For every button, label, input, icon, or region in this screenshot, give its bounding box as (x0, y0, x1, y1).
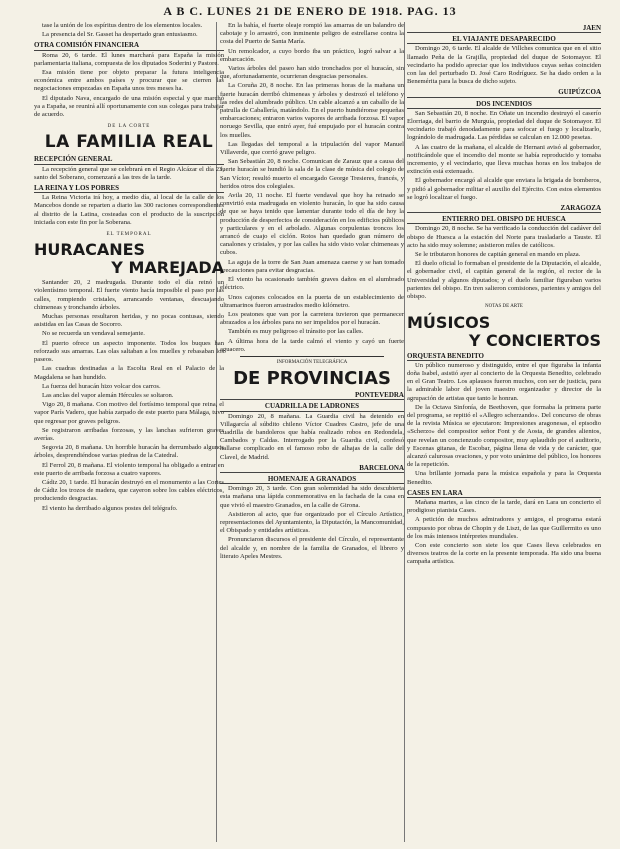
paragraph: La Coruña 20, 8 noche. En las primeras horas de la mañana un fuerte huracán derribó chimeneas y árboles y destrozó el teléfono y las redes del alumbrado público. Un cable alcanzó a un caballo de la patrulla de Caballería, matándolo. En el puerto hundiéronse pequeñas embarcaciones; entraron varios vapores de arribada forzosa. El vapor noruego Sevilla, que entró ayer, fué empujado por el huracán contra los muelles. (220, 82, 404, 139)
article-title (407, 314, 601, 350)
section-heading: DOS INCENDIOS (407, 100, 601, 109)
section-heading: CASES EN LARA (407, 489, 601, 498)
paragraph: tase la unión de los espíritus dentro de los elementos locales. (42, 22, 203, 29)
paragraph: El puerto ofrece un aspecto imponente. Todos los buques han reforzado sus amarras. Las olas saltaban a los muelles y rebasaban los paseos. (34, 339, 224, 364)
paragraph: Domingo 20, 3 tarde. Con gran solemnidad ha sido descubierta esta mañana una lápida conmemorativa en la fachada de la casa en que vivió el maestro Granados, en la calle de Girona. (220, 485, 404, 509)
divider (240, 356, 384, 357)
paragraph: Cádiz 20, 1 tarde. El huracán destruyó en el monumento a las Cortes de Cádiz los trozos de madera, que cayeron sobre los cables eléctricos, produciendo desgracias. (34, 478, 224, 503)
paragraph: San Sebastián 20, 8 noche. En Oñate un incendio destruyó el caserío Elorriaga, del barrio de Murguía, propiedad del duque de Sotomayor. El vecindario trabajó denodadamente para sofocar el fuego y localizarlo, lográndolo de madrugada. Las pérdidas se calculan en 12.000 pesetas. (407, 109, 601, 142)
paragraph: La aguja de la torre de San Juan amenaza caerse y se han tomado precauciones para evitar desgracias. (220, 258, 404, 274)
paragraph: Las llegadas del temporal a la tripulación del vapor Manuel Villaverde, que corrió grave peligro. (220, 140, 404, 157)
paragraph: Las anclas del vapor alemán Hércules se soltaron. (42, 391, 174, 399)
paragraph: El viento ha derribado algunos postes del telégrafo. (42, 504, 178, 512)
paragraph: Asistieron al acto, que fue organizado por el Círculo Artístico, representaciones del Ayuntamiento, la Diputación, la Mancomunidad, el Obispado y entidades artísticas. (220, 510, 404, 535)
column-2 (220, 22, 404, 842)
paragraph: No se recuerda un vendaval semejante. (42, 330, 145, 338)
paragraph: Segovia 20, 8 mañana. Un horrible huracán ha derrumbado algunos árboles, desprendiéndose varias piedras de la Catedral. (34, 444, 224, 460)
section-heading: EL VIAJANTE DESAPARECIDO (407, 35, 601, 44)
paragraph: Avila 20, 11 noche. El fuerte vendaval que hoy ha reinado se convirtió esta madrugada en violento huracán, lo que ha sido causa de que se haya tenido que lamentar durante todo el día de hoy la producción de desperfectos de consideración en los edificios públicos y particulares y en el arbolado. Algunas corpulentas troncos los arrancó de cuajo el ciclón. Rotos han quedado gran número de canalones y cristales, y por las calles ha sido visto volar chimeneas y cubos. (220, 192, 404, 257)
title-line: Y MAREJADA (111, 258, 224, 278)
paragraph: En la bahía, el fuerte oleaje rompió las amarras de un balandro de cabotaje y lo arrastró, con inminente peligro de estrellarse contra la costa del Puerto de Santa María. (220, 22, 404, 46)
paragraph: A petición de muchos admiradores y amigos, el programa estará compuesto por obras de Chopin y de Liszt, de las que Guillermito es uno de los más intensos intérpretes mundiales. (407, 516, 601, 540)
location-heading: PONTEVEDRA (220, 391, 404, 400)
paragraph: El diputado Nava, encargado de una misión especial y que marchó ya a España, se reunirá allí oportunamente con sus colegas para trabajar de acuerdo. (34, 94, 224, 119)
paragraph: El Ferrol 20, 8 mañana. El violento temporal ha obligado a entrar en este puerto de arribada forzosa a cuatro vapores. (34, 461, 224, 477)
section-heading: ENTIERRO DEL OBISPO DE HUESCA (407, 215, 601, 224)
paragraph: Se registraron arribadas forzosas, y las lanchas sufrieron graves averías. (34, 426, 224, 442)
location-heading: BARCELONA (220, 464, 404, 473)
paragraph: Mañana martes, a las cinco de la tarde, dará en Lara un concierto el prodigioso pianista Cases. (407, 498, 601, 515)
title-line: MÚSICOS (407, 312, 491, 332)
paragraph: Varios árboles del paseo han sido tronchados por el huracán, sin que, afortunadamente, ocurrieran desgracias personales. (220, 65, 404, 81)
section-kicker: NOTAS DE ARTE (485, 304, 523, 310)
paragraph: Con este concierto son siete los que Cases lleva celebrados en diversos teatros de la corte en la presente temporada. Ha sido una buena campaña artística. (407, 541, 601, 566)
section-heading: RECEPCIÓN GENERAL (34, 155, 224, 164)
paragraph: Un público numeroso y distinguido, entre el que figuraba la infanta doña Isabel, asistió ayer al concierto de la Orquesta Benedito, celebrado en el Gran Teatro. Los aplausos fueron muchos, con ser de justicia, para la admirable labor del joven maestro organizador y director de la agrupación de artistas que tanto le honran. (407, 361, 601, 402)
paragraph: Se le tributaron honores de capitán general en mando en plaza. (415, 251, 581, 259)
paragraph: Las cuadras destinadas a la Escolta Real en el Palacio de la Magdalena se han hundido. (34, 365, 224, 381)
paragraph: Los peatones que van por la carretera tuvieron que permanecer abrazados a los árboles para no ser impelidos por el huracán. (220, 310, 404, 327)
paragraph: La fuerza del huracán hizo volcar dos carros. (42, 382, 161, 390)
paragraph: El gobernador encargó al alcalde que enviara la brigada de bomberos, y pidió al gobernador militar el auxilio del Ejército. Con estos elementos se logró localizar el fuego. (407, 177, 601, 201)
column-3 (407, 22, 601, 842)
paragraph: A las cuatro de la mañana, el alcalde de Hernani avisó al gobernador, notificándole que el incendio del monte se había reproducido y tomaba incremento, y el vecindario, que lleva muchas horas en los trabajos de extinción está extenuado. (407, 143, 601, 176)
section-kicker: INFORMACIÓN TELEGRÁFICA (276, 359, 348, 365)
paragraph: La presencia del Sr. Gasset ha despertado gran entusiasmo. (42, 31, 198, 39)
location-heading: ZARAGOZA (407, 204, 601, 213)
location-heading: GUIPÚZCOA (407, 88, 601, 97)
section-heading: ORQUESTA BENEDITO (407, 352, 601, 361)
article-title: LA FAMILIA REAL (44, 132, 214, 153)
paragraph: También es muy peligroso el tránsito por las calles. (228, 328, 364, 336)
section-kicker: DE LA CORTE (107, 124, 151, 130)
paragraph: Una brillante jornada para la música española y para la Orquesta Benedito. (407, 470, 601, 486)
paragraph: Domingo 20, 8 mañana. La Guardia civil ha detenido en Villagarcía al súbdito chileno Víctor Cuadres Castro, jefe de una cuadrilla de bandoleros que había realizado robos en Redondela, Cambados y Caldas. Interrogado por la Guardia civil, confesó hallarse complicado en el famoso robo de alhajas de la calle del Clavel, de Madrid. (220, 412, 404, 461)
paragraph: Domingo 20, 8 noche. Se ha verificado la conducción del cadáver del obispo de Huesca a la estación del Norte para trasladarlo a Tauste. El acto ha sido muy solemne; asistieron miles de católicos. (407, 225, 601, 249)
page-header: A B C. LUNES 21 DE ENERO DE 1918. PAG. 13 (163, 4, 457, 18)
title-line: HURACANES (34, 240, 146, 260)
location-heading: JAEN (407, 24, 601, 33)
paragraph: Santander 20, 2 madrugada. Durante todo el día reinó un violentísimo temporal. El fuerte viento hacía imposible el paso por las calles, rompiendo cristales, arrancando ventanas, descuajando chimeneas y tronchando árboles. (34, 279, 224, 311)
paragraph: El duelo oficial lo formaban el presidente de la Diputación, el alcalde, el gobernador civil, el capitán general de la región, el rector de la Universidad y algunos diputados; y el duelo familiar figuraban varios parientes del obispo. En tren salieron comisiones, parientes y amigos del obispo. (407, 260, 601, 301)
paragraph: Pronunciaron discursos el presidente del Círculo, el representante del alcalde y, en nombre de la familia de Granados, el librero y literato Apeles Mestres. (220, 536, 404, 560)
paragraph: Unos cajones colocados en la puerta de un establecimiento de ultramarinos fueron arrastrados medio kilómetro. (220, 293, 404, 309)
paragraph: San Sebastián 20, 8 noche. Comunican de Zarauz que a causa del fuerte huracán se hundió la sala de la clase de música del colegio de San Víctor; resultó muerto el encargado George Tresieres, francés, y heridos otros dos colegiales. (220, 158, 404, 190)
section-heading: CUADRILLA DE LADRONES (220, 402, 404, 411)
paragraph: A última hora de la tarde calmó el viento y cayó un fuerte aguacero. (220, 337, 404, 353)
paragraph: La Reina Victoria irá hoy, a medio día, al local de la calle de los Mancebos donde se reparten a diario las 300 raciones correspondientes al distrito de la Latina, costeadas con el producto de la suscripción iniciada con este fin por la Soberana. (34, 194, 224, 226)
article-title (34, 241, 224, 277)
paragraph: La recepción general que se celebrará en el Regio Alcázar el día 23, santo del Soberano, comenzará a las tres de la tarde. (34, 165, 224, 181)
column-1 (34, 22, 224, 842)
paragraph: Un remolcador, a cuyo bordo iba un práctico, logró salvar a la embarcación. (220, 47, 404, 63)
section-heading: HOMENAJE A GRANADOS (220, 475, 404, 484)
paragraph: Esa misión tiene por objeto preparar la futura inteligencia económica entre ambos países y procurar que se cierren las negociaciones empezadas en España unos tres meses ha. (34, 69, 224, 93)
column-rule (404, 22, 405, 842)
paragraph: Domingo 20, 6 tarde. El alcalde de Villches comunica que en el sitio llamado Peña de la Grajilla, propiedad del duque de Sotomayor. El vecindario ha podido apreciar que los individuos cuyas señas coinciden con las del perturbado D. José Caro Rodríguez. Se ha dado orden a la Benemérita para la busca de dicho sujeto. (407, 45, 601, 86)
paragraph: De la Octava Sinfonía, de Beethoven, que formaba la primera parte del programa, se repitió el «Allegro scherzando». Del concurso de obras de la revista Música se ejecutaron: Impresiones aragonesas, el episodio «Scherzo» del compositor señor Font y de Aosta, de grandes alientos, que revelan un concienzudo compositor, muy aplaudido por el auditorio, y Escenas gitanas, de Escobar, página llena de vida y de carácter, que alcanzó calurosas ovaciones, y por voto unánime del público, los honores de la repetición. (407, 403, 601, 469)
title-line: Y CONCIERTOS (468, 330, 601, 350)
paragraph: Vigo 20, 8 mañana. Con motivo del fortísimo temporal que reina, el vapor París Vadero, que había zarpado de este puerto para Málaga, tuvo que regresar por graves peligros. (34, 401, 224, 425)
paragraph: El viento ha ocasionado también graves daños en el alumbrado eléctrico. (220, 276, 404, 292)
paragraph: Roma 20, 6 tarde. El lunes marchará para España la misión parlamentaria italiana, compuesta de los diputados Soderini y Pastore. (34, 51, 224, 67)
paragraph: Muchas personas resultaron heridas, y no pocas contusas, siendo asistidas en las Casas de Socorro. (34, 313, 224, 329)
section-kicker: EL TEMPORAL (106, 232, 152, 238)
section-heading: OTRA COMISIÓN FINANCIERA (34, 41, 224, 50)
section-heading: LA REINA Y LOS POBRES (34, 184, 224, 193)
article-title: DE PROVINCIAS (233, 368, 391, 390)
